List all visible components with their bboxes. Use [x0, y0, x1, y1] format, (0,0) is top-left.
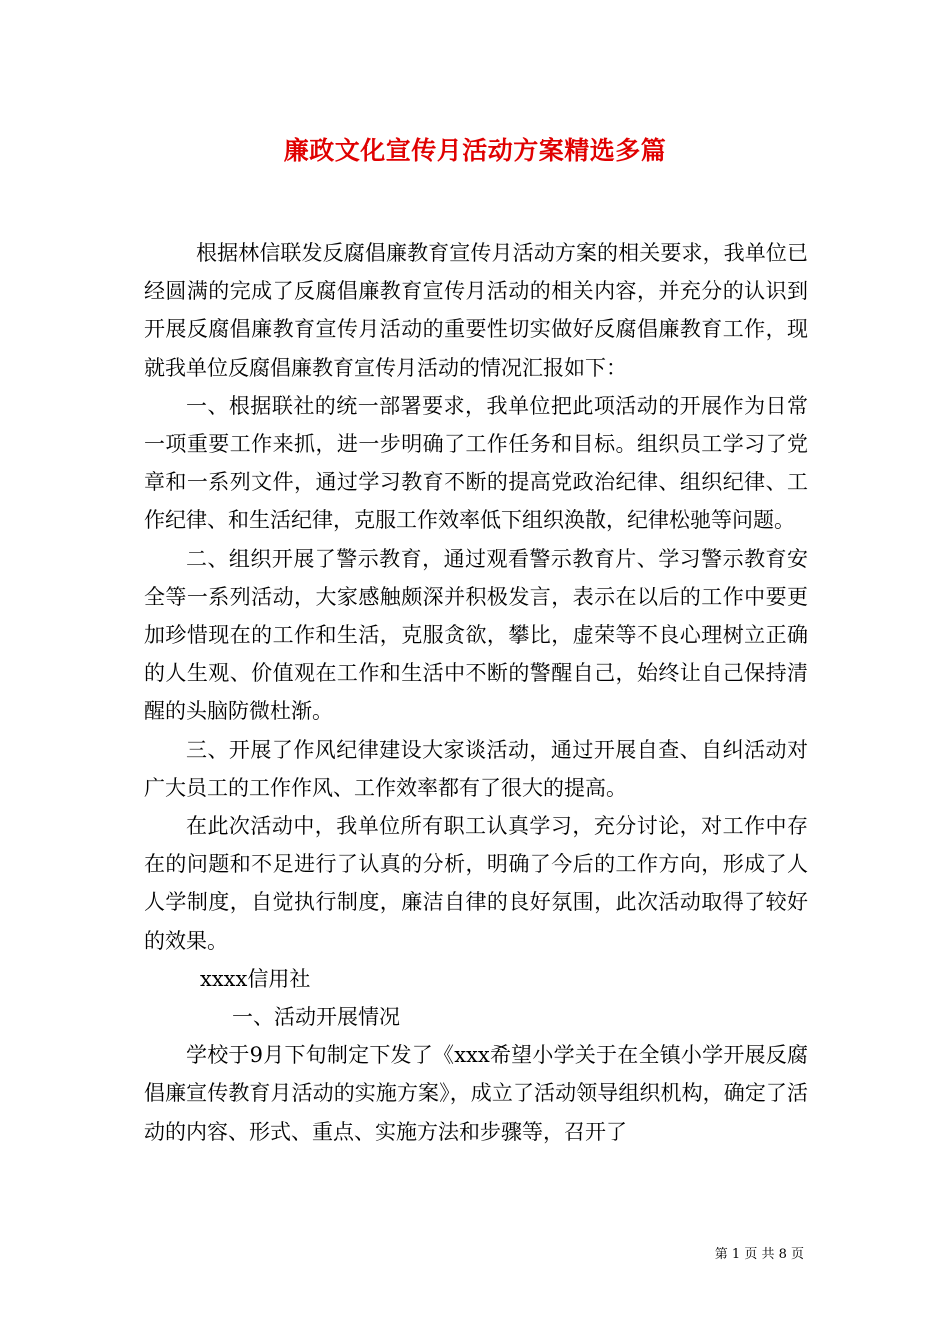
document-title: 廉政文化宣传月活动方案精选多篇 [283, 136, 667, 165]
paragraph-summary: 在此次活动中，我单位所有职工认真学习，充分讨论，对工作中存在的问题和不足进行了认真的分析，明确了今后的工作方向，形成了人人学制度，自觉执行制度，廉洁自律的良好氛围，此次活动取得了较好的效果。 [144, 814, 808, 953]
page-number: 第 1 页 共 8 页 [714, 1247, 804, 1262]
paragraph-item-3: 三、开展了作风纪律建设大家谈活动，通过开展自查、自纠活动对广大员工的工作作风、工作效率都有了很大的提高。 [144, 737, 808, 800]
section-heading: 一、活动开展情况 [232, 1005, 400, 1030]
paragraph-item-1: 一、根据联社的统一部署要求，我单位把此项活动的开展作为日常一项重要工作来抓，进一步明确了工作任务和目标。组织员工学习了党章和一系列文件，通过学习教育不断的提高党政治纪律、组织纪律、工作纪律、和生活纪律，克服工作效率低下组织涣散，纪律松驰等问题。 [144, 393, 808, 533]
paragraph-school: 学校于9月下旬制定下发了《xxx希望小学关于在全镇小学开展反腐倡廉宣传教育月活动的实施方案》，成立了活动领导组织机构，确定了活动的内容、形式、重点、实施方法和步骤等，召开了 [144, 1043, 808, 1144]
paragraph-item-2: 二、组织开展了警示教育，通过观看警示教育片、学习警示教育安全等一系列活动，大家感触颇深并积极发言，表示在以后的工作中要更加珍惜现在的工作和生活，克服贪欲，攀比，虚荣等不良心理树立正确的人生观、价值观在工作和生活中不断的警醒自己，始终让自己保持清醒的头脑防微杜渐。 [144, 546, 808, 724]
paragraph-intro: 根据林信联发反腐倡廉教育宣传月活动方案的相关要求，我单位已经圆满的完成了反腐倡廉教育宣传月活动的相关内容，并充分的认识到开展反腐倡廉教育宣传月活动的重要性切实做好反腐倡廉教育工作，现就我单位反腐倡廉教育宣传月活动的情况汇报如下： [144, 241, 808, 380]
signature: xxxx信用社 [200, 966, 311, 991]
document-body [144, 234, 808, 1151]
